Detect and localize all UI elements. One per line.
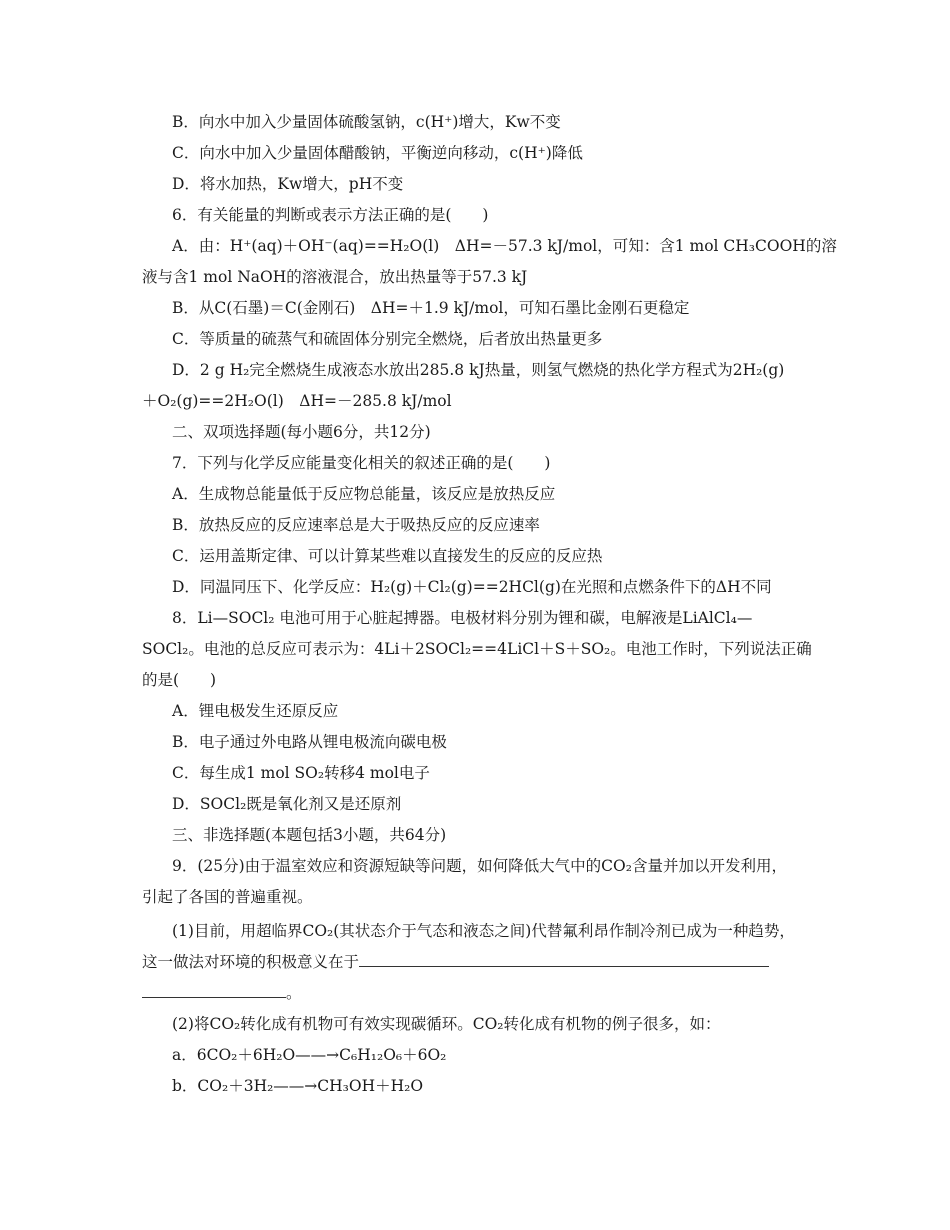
option-6c: C．等质量的硫蒸气和硫固体分别完全燃烧，后者放出热量更多 (172, 330, 603, 348)
part1-prompt: 这一做法对环境的积极意义在于 (142, 953, 360, 971)
option-8c: C．每生成1 mol SO₂转移4 mol电子 (172, 764, 430, 782)
option-6a-cont: 液与含1 mol NaOH的溶液混合，放出热量等于57.3 kJ (142, 268, 528, 286)
option-7b: B．放热反应的反应速率总是大于吸热反应的反应速率 (172, 516, 540, 534)
question-9-part1: (1)目前，用超临界CO₂(其状态介于气态和液态之间)代替氟利昂作制冷剂已成为一种趋势， (172, 922, 795, 940)
question-8: 8．Li—SOCl₂ 电池可用于心脏起搏器。电极材料分别为锂和碳，电解液是LiAlCl₄— (172, 609, 753, 627)
section-3-heading: 三、非选择题(本题包括3小题，共64分) (172, 826, 447, 844)
option-7a: A．生成物总能量低于反应物总能量，该反应是放热反应 (172, 485, 556, 503)
answer-blank-2[interactable] (142, 983, 286, 998)
option-5b: B．向水中加入少量固体硫酸氢钠，c(H⁺)增大，Kw不变 (172, 113, 561, 131)
answer-blank-1[interactable] (359, 952, 769, 967)
option-8b: B．电子通过外电路从锂电极流向碳电极 (172, 733, 447, 751)
option-6a: A．由：H⁺(aq)＋OH⁻(aq)==H₂O(l) ΔH=－57.3 kJ/mol，可知：含1 mol CH₃COOH的溶 (172, 237, 837, 255)
question-8-cont: SOCl₂。电池的总反应可表示为：4Li＋2SOCl₂==4LiCl＋S＋SO₂。电池工作时，下列说法正确 (142, 640, 812, 658)
question-9-cont: 引起了各国的普遍重视。 (142, 888, 313, 906)
option-7c: C．运用盖斯定律、可以计算某些难以直接发生的反应的反应热 (172, 547, 603, 565)
question-6: 6．有关能量的判断或表示方法正确的是( ) (172, 206, 489, 224)
option-6b: B．从C(石墨)＝C(金刚石) ΔH=＋1.9 kJ/mol，可知石墨比金刚石更稳定 (172, 299, 690, 317)
option-8d: D．SOCl₂既是氧化剂又是还原剂 (172, 795, 402, 813)
option-6d: D．2 g H₂完全燃烧生成液态水放出285.8 kJ热量，则氢气燃烧的热化学方程式为2H₂(g) (172, 361, 785, 379)
section-2-heading: 二、双项选择题(每小题6分，共12分) (172, 423, 431, 441)
option-6d-cont: ＋O₂(g)==2H₂O(l) ΔH=－285.8 kJ/mol (142, 392, 452, 410)
option-5d: D．将水加热，Kw增大，pH不变 (172, 175, 404, 193)
equation-a: a．6CO₂＋6H₂O——→C₆H₁₂O₆＋6O₂ (172, 1046, 447, 1064)
question-8-cont2: 的是( ) (142, 671, 217, 689)
question-7: 7．下列与化学反应能量变化相关的叙述正确的是( ) (172, 454, 551, 472)
option-7d: D．同温同压下、化学反应：H₂(g)＋Cl₂(g)==2HCl(g)在光照和点燃条件下的ΔH不同 (172, 578, 772, 596)
option-5c: C．向水中加入少量固体醋酸钠，平衡逆向移动，c(H⁺)降低 (172, 144, 583, 162)
question-9-part1-blank-line (142, 983, 302, 1003)
option-8a: A．锂电极发生还原反应 (172, 702, 339, 720)
question-9: 9．(25分)由于温室效应和资源短缺等问题，如何降低大气中的CO₂含量并加以开发利用， (172, 857, 787, 875)
period: 。 (286, 984, 302, 1002)
equation-b: b．CO₂＋3H₂——→CH₃OH＋H₂O (172, 1077, 424, 1095)
question-9-part2: (2)将CO₂转化成有机物可有效实现碳循环。CO₂转化成有机物的例子很多，如： (172, 1015, 721, 1033)
question-9-part1-cont (142, 952, 769, 972)
